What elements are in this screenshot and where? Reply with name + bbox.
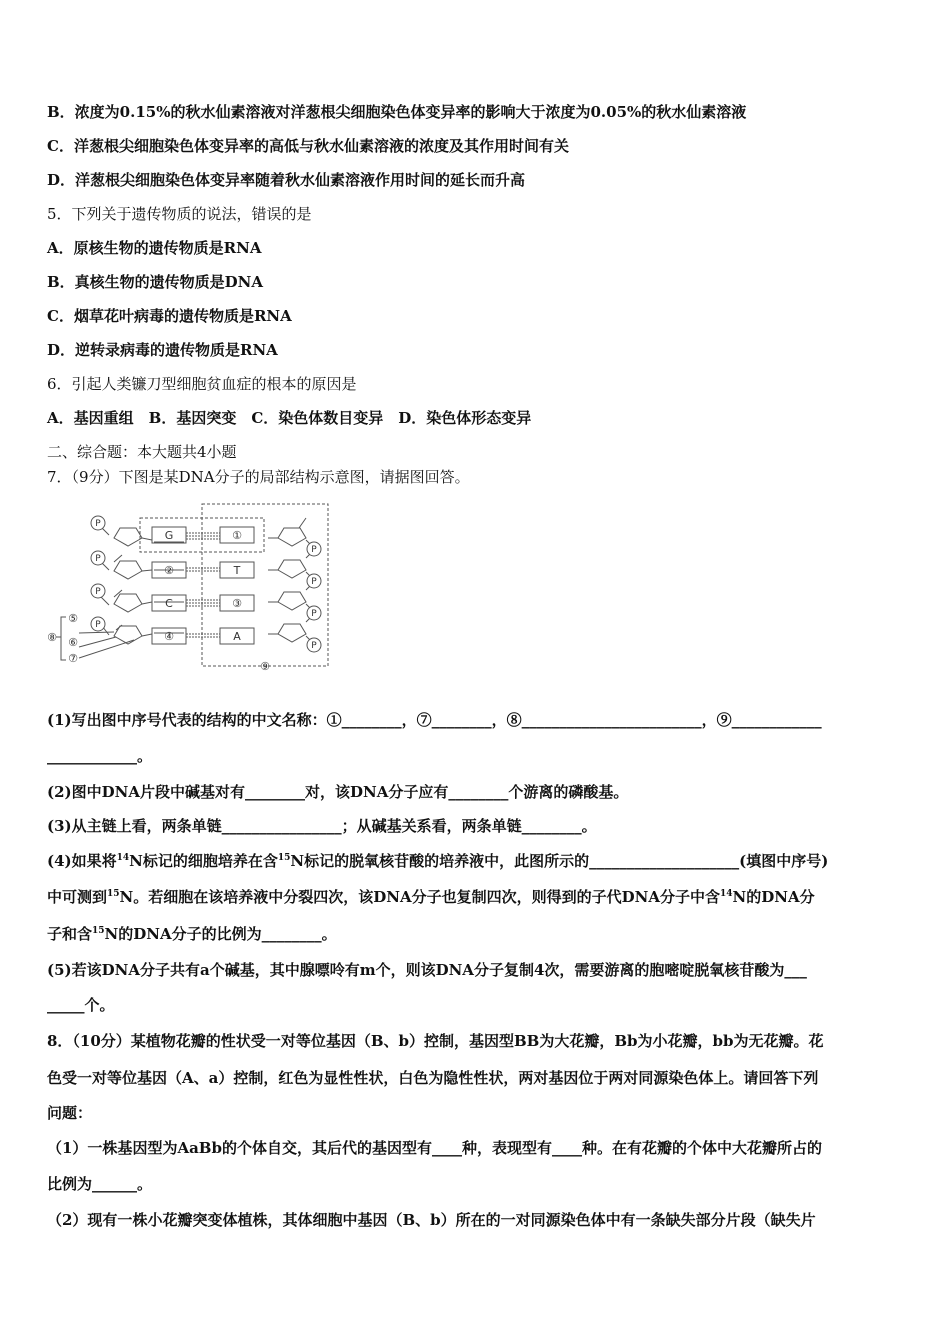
phosphate-label: P — [311, 609, 317, 619]
q7-part3: (3)从主链上看，两条单链________________；从碱基关系看，两条单链________。 — [47, 817, 597, 835]
q7-part5-line1: (5)若该DNA分子共有a个碱基，其中腺嘌呤有m个，则该DNA分子复制4次，需要游离的胞嘧啶脱氧核苷酸为___ — [47, 961, 807, 979]
q7-stem: 7．（9分）下图是某DNA分子的局部结构示意图，请据图回答。 — [47, 468, 470, 486]
section-heading: 二、综合题：本大题共4小题 — [47, 443, 237, 461]
base-left-3: C — [165, 597, 173, 610]
phosphate-label: P — [311, 545, 317, 555]
q5-option-b: B．真核生物的遗传物质是DNA — [47, 273, 264, 291]
phosphate-label: P — [311, 577, 317, 587]
q7-part1-line1: (1)写出图中序号代表的结构的中文名称：①________，⑦________，⑧________________________，⑨____________ — [47, 711, 822, 729]
base-right-2: T — [233, 564, 241, 577]
left-sugar-3 — [114, 594, 142, 612]
q8-part1-line1: （1）一株基因型为AaBb的个体自交，其后代的基因型有____种，表现型有____种。在有花瓣的个体中大花瓣所占的 — [47, 1139, 822, 1157]
q6-options: A．基因重组 B．基因突变 C．染色体数目变异 D．染色体形态变异 — [47, 409, 532, 427]
phosphate-label: P — [95, 587, 101, 597]
q7-part4-line1: (4)如果将$^{14}$N标记的细胞培养在含$^{15}$N标记的脱氧核苷酸的培养液中，此图所示的____________________(填图中序号) — [47, 852, 829, 870]
q5-stem: 5．下列关于遗传物质的说法，错误的是 — [47, 205, 312, 223]
label-eight: ⑧ — [47, 631, 57, 644]
phosphate-label: P — [95, 554, 101, 564]
label-nine: ⑨ — [260, 660, 270, 672]
right-sugar-2 — [278, 560, 306, 578]
label-five: ⑤ — [68, 612, 78, 625]
base-left-2: ② — [164, 564, 174, 577]
q4-option-b: B．浓度为0.15%的秋水仙素溶液对洋葱根尖细胞染色体变异率的影响大于浓度为0.05%的秋水仙素溶液 — [47, 103, 747, 121]
base-left-1: G — [164, 529, 174, 542]
base-right-4: A — [233, 630, 241, 643]
base-right-1: ① — [232, 529, 242, 542]
base-left-4: ④ — [164, 630, 174, 643]
dna-structure-diagram — [44, 500, 334, 672]
q8-part2-line1: （2）现有一株小花瓣突变体植株，其体细胞中基因（B、b）所在的一对同源染色体中有一条缺失部分片段（缺失片 — [47, 1211, 816, 1229]
q5-option-d: D．逆转录病毒的遗传物质是RNA — [47, 341, 278, 359]
left-sugar-4 — [114, 626, 142, 644]
left-sugar-1 — [114, 528, 142, 546]
q7-part2: (2)图中DNA片段中碱基对有________对，该DNA分子应有________个游离的磷酸基。 — [47, 783, 629, 801]
right-sugar-3 — [278, 592, 306, 610]
q8-stem-line1: 8．（10分）某植物花瓣的性状受一对等位基因（B、b）控制，基因型BB为大花瓣，Bb为小花瓣，bb为无花瓣。花 — [47, 1032, 824, 1050]
q4-option-d: D．洋葱根尖细胞染色体变异率随着秋水仙素溶液作用时间的延长而升高 — [47, 171, 526, 189]
q5-option-a: A．原核生物的遗传物质是RNA — [47, 239, 262, 257]
phosphate-label: P — [311, 641, 317, 651]
q7-part1-line2: ____________。 — [47, 747, 153, 765]
q8-part1-line2: 比例为______。 — [47, 1175, 153, 1193]
right-sugar-1 — [278, 528, 306, 546]
label-six: ⑥ — [68, 636, 78, 649]
q8-stem-line2: 色受一对等位基因（A、a）控制，红色为显性性状，白色为隐性性状，两对基因位于两对同源染色体上。请回答下列 — [47, 1069, 819, 1087]
left-sugar-2 — [114, 561, 142, 579]
q7-part4-line2: 中可测到$^{15}$N。若细胞在该培养液中分裂四次，该DNA分子也复制四次，则得到的子代DNA分子中含$^{14}$N的DNA分 — [47, 888, 815, 906]
base-right-3: ③ — [232, 597, 242, 610]
right-sugar-4 — [278, 624, 306, 642]
label-seven: ⑦ — [68, 652, 78, 665]
phosphate-label: P — [95, 620, 101, 630]
q7-part4-line3: 子和含$^{15}$N的DNA分子的比例为________。 — [47, 925, 337, 943]
q8-stem-line3: 问题： — [47, 1104, 93, 1122]
phosphate-label: P — [95, 519, 101, 529]
q4-option-c: C．洋葱根尖细胞染色体变异率的高低与秋水仙素溶液的浓度及其作用时间有关 — [47, 137, 569, 155]
q5-option-c: C．烟草花叶病毒的遗传物质是RNA — [47, 307, 292, 325]
q6-stem: 6．引起人类镰刀型细胞贫血症的根本的原因是 — [47, 375, 357, 393]
q7-part5-line2: _____个。 — [47, 996, 115, 1014]
